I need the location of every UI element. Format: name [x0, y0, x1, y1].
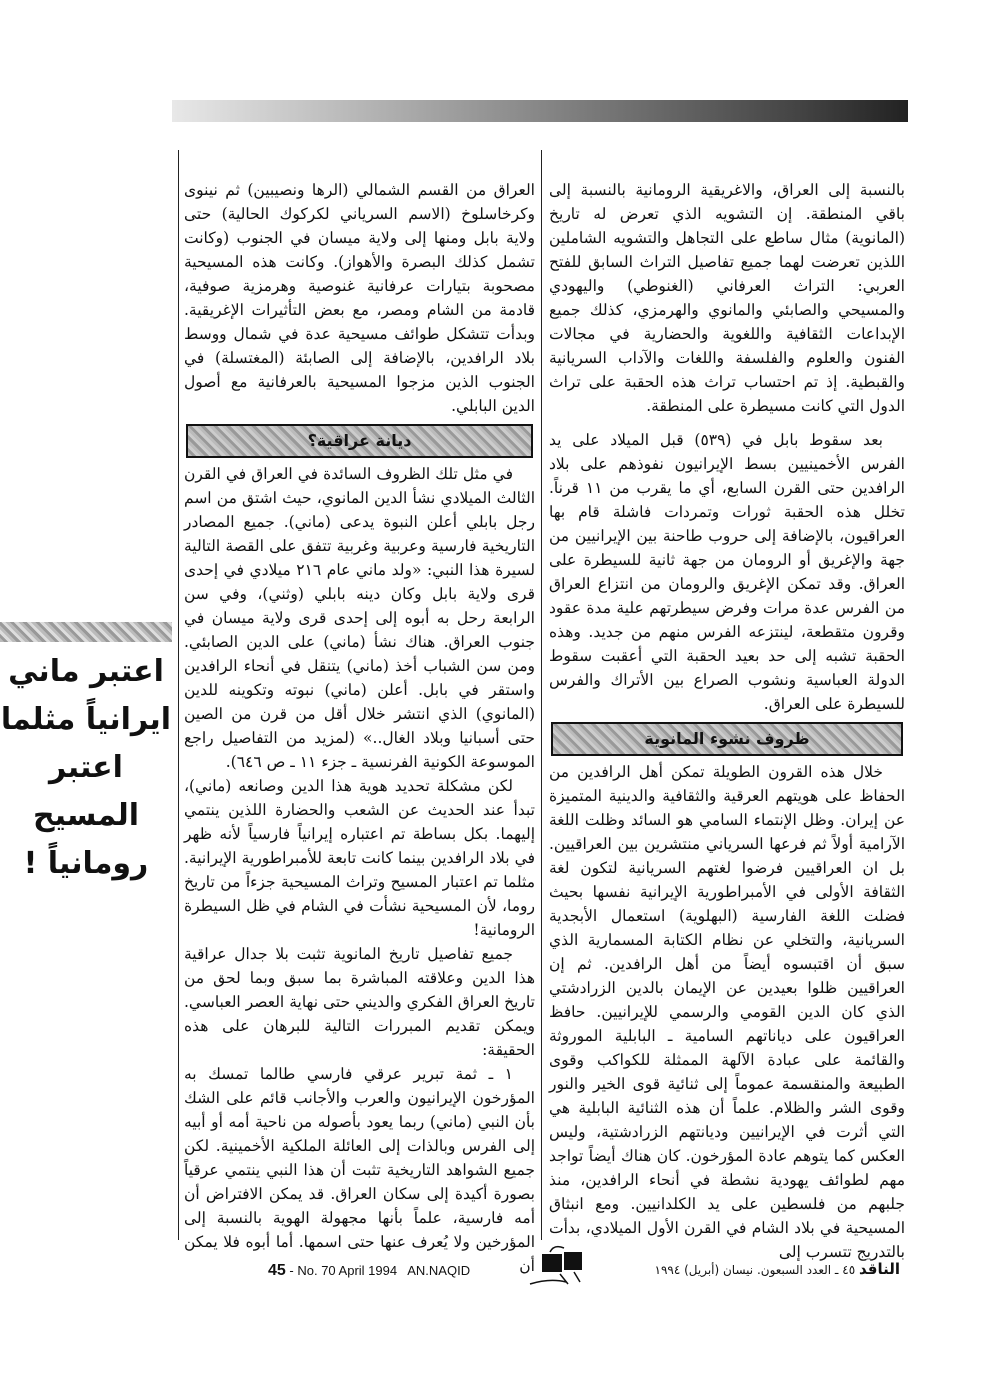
magazine-name: AN.NAQID — [407, 1263, 471, 1278]
left-column — [184, 178, 535, 1278]
right-column — [549, 178, 905, 1264]
column-divider-center — [541, 150, 542, 1240]
header-band — [172, 100, 908, 122]
section-heading: ديانة عراقية؟ — [186, 424, 533, 458]
paragraph: ١ ـ ثمة تبرير عرقي فارسي طالما تمسك به المؤرخون الإيرانيون والعرب والأجانب قائم على الشك بأن النبي (ماني) ربما يعود بأصوله من ناحية أمه أو أبيه إلى الفرس وبالذات إلى العائلة الملكية الأخمينية. لكن جميع الشواهد التاريخية تثبت أن هذا النبي ينتمي عرقياً بصورة أكيدة إلى سكان العراق. قد يمكن الافتراض أن أمه فارسية، علماً بأنها مجهولة الهوية بالنسبة إلى المؤرخين ولا يُعرف عنها حتى اسمها. أما أبوه فلا يمكن أن — [184, 1065, 535, 1275]
page-footer — [250, 1256, 910, 1286]
paragraph: لكن مشكلة تحديد هوية هذا الدين وصانعه (ماني)، تبدأ عند الحديث عن الشعب والحضارة اللذين ينتمي إليهما. بكل بساطة تم اعتباره إيرانياً فارسياً لأنه ظهر في بلاد الرافدين بينما كانت تابعة للأمبراطورية الإيرانية. مثلما تم اعتبار المسيح وتراث المسيحية جزءاً من تاريخ روما، لأن المسيحية نشأت في الشام في ظل السيطرة الرومانية! — [184, 777, 535, 939]
footer-arabic — [655, 1260, 911, 1278]
paragraph: خلال هذه القرون الطويلة تمكن أهل الرافدين من الحفاظ على هويتهم العرقية والثقافية والدينية المتميزة عن إيران. وظل الإنتماء السامي هو السائد وظلت اللغة الآرامية أولاً ثم فرعها السرياني منتشرين بين العراقيين. بل ان العراقيين فرضوا لغتهم السريانية لتكون لغة الثقافة الأولى في الأمبراطورية الإيرانية نفسها بحيث فضلت اللغة الفارسية (البهلوية) استعمال الأبجدية السريانية، والتخلي عن نظام الكتابة المسمارية الذي سبق أن اقتبسوه أيضاً من أهل الرافدين. ثم إن العراقيين ظلوا بعيدين عن الإيمان بالدين الزرادشتي الذي كان الدين القومي والرسمي للإيرانيين. حافظ العراقيون على دياناتهم السامية ـ البابلية الموروثة والقائمة على عبادة الآلهة الممثلة للكواكب وقوى الطبيعة والمنقسمة عموماً إلى ثنائية قوى الخير والنور وقوى الشر والظلام. علماً أن هذه الثنائية البابلية هي التي أثرت في الإيرانيين وديانتهم الزرادشتية، وليس العكس كما يتوهم عادة المؤرخون. كان هناك أيضاً تواجد مهم لطوائف يهودية نشطة في أنحاء الرافدين، منذ جلبهم من فلسطين على يد الكلدانيين. ومع انبثاق المسيحية في بلاد الشام في القرن الأول الميلادي، بدأت بالتدريج تتسرب إلى — [549, 763, 905, 1261]
issue-info: - No. 70 April 1994 — [289, 1263, 398, 1278]
column-divider-left — [178, 150, 179, 1240]
issue-info-arabic: ٤٥ ـ العدد السبعون. نيسان (أبريل) ١٩٩٤ — [654, 1263, 856, 1277]
magazine-name-arabic: الناقد — [858, 1260, 900, 1278]
footer-english — [268, 1262, 470, 1280]
pull-quote-line: رومانياً ! — [23, 846, 149, 881]
pull-quote-line: اعتبر ماني — [8, 654, 164, 689]
pull-quote — [0, 648, 172, 888]
section-heading: ظروف نشوء المانوية — [551, 722, 903, 756]
paragraph: جميع تفاصيل تاريخ المانوية تثبت بلا جدال عراقية هذا الدين وعلاقته المباشرة بما سبق وبما لحق من تاريخ العراق الفكري والديني حتى نهاية العصر العباسي. ويمكن تقديم المبررات التالية للبرهان على هذه الحقيقة: — [184, 945, 535, 1059]
pull-quote-band — [0, 622, 172, 642]
magazine-logo-icon — [520, 1244, 610, 1288]
pull-quote-line: اعتبر المسيح — [32, 750, 140, 833]
paragraph: بعد سقوط بابل في (٥٣٩) قبل الميلاد على يد الفرس الأخمينيين بسط الإيرانيون نفوذهم على بلاد الرافدين حتى القرن السابع، أي ما يقرب من ١١ قرناً. تخلل هذه الحقبة ثورات وتمردات فاشلة قام بها العراقيون، بالإضافة إلى حروب طاحنة بين الإيرانيين من جهة والإغريق أو الرومان من جهة ثانية للسيطرة على العراق. وقد تمكن الإغريق والرومان من انتزاع العراق من الفرس عدة مرات وفرض سيطرتهم علية مدة عقود وقرون متقطعة، لينتزعه الفرس منهم من جديد. وهذه الحقبة تشبه إلى حد بعيد الحقبة التي أعقبت سقوط الدولة العباسية ونشوب الصراع بين الأتراك والفرس للسيطرة على العراق. — [549, 431, 905, 713]
paragraph: في مثل تلك الظروف السائدة في العراق في القرن الثالث الميلادي نشأ الدين المانوي، حيث اشتق من اسم رجل بابلي أعلن النبوة يدعى (ماني). جميع المصادر التاريخية فارسية وعربية وغربية تتفق على القصة التالية لسيرة هذا النبي: «ولد ماني عام ٢١٦ ميلادي في إحدى قرى ولاية بابل وكان دينه بابلي (وثني)، وفي سن الرابعة رحل به أبوه إلى إحدى قرى ولاية ميسان في جنوب العراق. هناك نشأ (ماني) على الدين الصابئي. ومن سن الشباب أخذ (ماني) يتنقل في أنحاء الرافدين واستقر في بابل. أعلن (ماني) نبوته وتكوينه للدين (المانوي) الذي انتشر خلال أقل من قرن من الصين حتى أسبانيا وبلاد الغال..» (لمزيد من التفاصيل راجع الموسوعة الكونية الفرنسية ـ جزء ١١ ـ ص ٦٤٦). — [184, 465, 536, 771]
paragraph: العراق من القسم الشمالي (الرها ونصيبين) ثم نينوى وكرخاسلوخ (الاسم السرياني لكركوك الحالية) حتى ولاية بابل ومنها إلى ولاية ميسان في الجنوب (وكانت تشمل كذلك البصرة والأهواز). وكانت هذه المسيحية مصحوبة بتيارات عرفانية غنوصية وهرمزية صوفية، قادمة من الشام ومصر، مع بعض التأثيرات الإغريقية. وبدأت تتشكل طوائف مسيحية عدة في شمال ووسط بلاد الرافدين، بالإضافة إلى الصابئة (المغتسلة) في الجنوب الذين مزجوا المسيحية بالعرفانية مع أصول الدين البابلي. — [184, 181, 535, 415]
paragraph: بالنسبة إلى العراق، والاغريقية الرومانية بالنسبة إلى باقي المنطقة. إن التشويه الذي تعرض له تاريخ (المانوية) مثال ساطع على التجاهل والتشويه الشاملين اللذين تعرضت لهما جميع تفاصيل التراث السابق للفتح العربي: التراث العرفاني (الغنوطي) واليهودي والمسيحي والصابئي والمانوي والهرمزي، كذلك جميع الإبداعات الثقافية واللغوية والحضارية في مجالات الفنون والعلوم والفلسفة واللغات والآداب السريانية والقبطية. إذ تم احتساب تراث هذه الحقبة على تراث الدول التي كانت مسيطرة على المنطقة. — [549, 181, 905, 415]
pull-quote-line: ايرانياً مثلما — [0, 702, 172, 737]
page-number: 45 — [268, 1262, 286, 1279]
